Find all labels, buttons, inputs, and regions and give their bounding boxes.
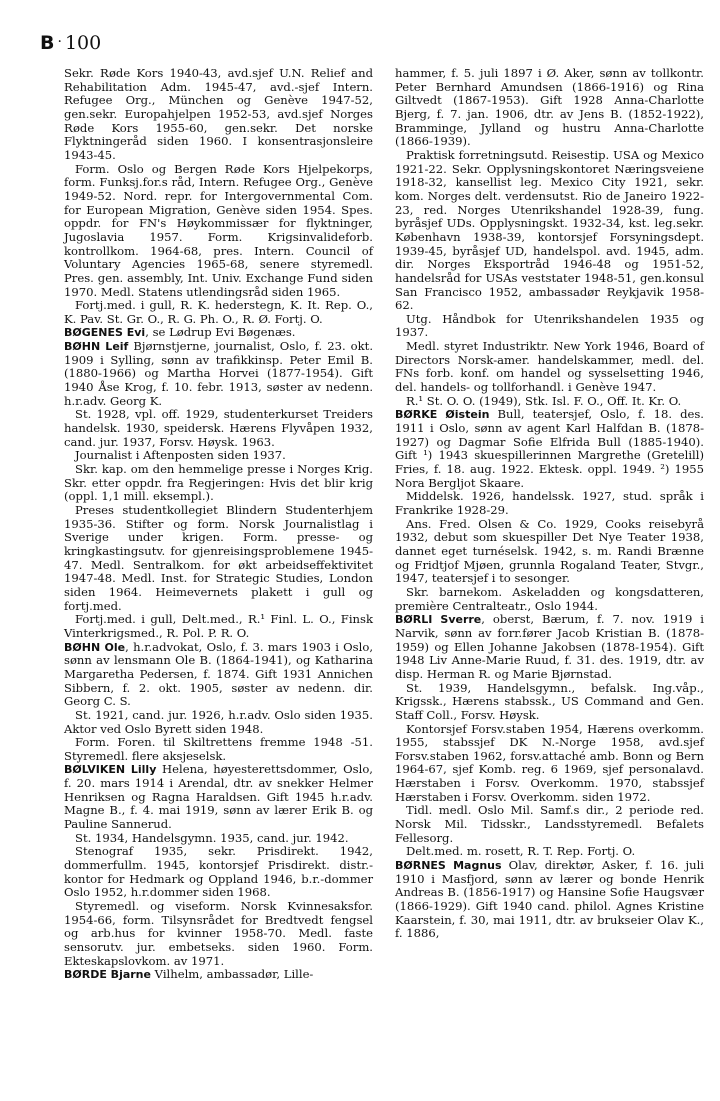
continued-paragraph: hammer, f. 5. juli 1897 i Ø. Aker, sønn av tollkontr. Peter Bernhard Amundsen (1866-1916) og Rina Giltvedt (1867-1953). Gift 1928 Anna-Charlotte Bjerg, f. 7. jan. 1906, dtr. av Jens B. (1852-1922), Bramminge, Jylland og hustru Anna-Charlotte (1866-1939). <box>395 66 704 149</box>
entry-text: Vilhelm, ambassadør, Lille- <box>150 967 314 982</box>
paragraph: St. 1928, vpl. off. 1929, studenterkurset Treiders handelsk. 1930, speidersk. Hærens Flyvåpen 1932, cand. jur. 1937, Forsv. Høysk. 1963. <box>64 407 373 449</box>
paragraph: Form. Oslo og Bergen Røde Kors Hjelpekorps, form. Funksj.for.s råd, Intern. Refugee Org., Genève 1949-52. Nord. repr. for Intergovernmental Com. for European Migration, Genève siden 1954. Spes. oppdr. for FN's Høykommissær for flyktninger, Jugoslavia 1957. Form. Krigsinvalideforb. kontrollkom. 1964-68, pres. Intern. Council of Voluntary Agencies 1965-68, senere styremedl. Pres. gen. assembly, Int. Univ. Exchange Fund siden 1970. Medl. Statens utlendingsråd siden 1965. <box>64 161 373 299</box>
entry-text: Bull, teatersjef, Oslo, f. 18. des. 1911 i Oslo, sønn av agent Karl Halfdan B. (1878-1927) og Dagmar Sofie Elfrida Bull (1885-1940). Gift ¹) 1943 skuespillerinnen Margrethe (Gretelill) Fries, f. 18. aug. 1922. Ektesk. oppl. 1949. ²) 1955 Nora Bergljot Skaare. <box>395 407 704 490</box>
paragraph: Styremedl. og viseform. Norsk Kvinnesaksfor. 1954-66, form. Tilsynsrådet for Bredtvedt fengsel og arb.hus for kvinner 1958-70. Medl. faste sensorutv. jur. embetseks. siden 1960. Form. Ekteskapslovkom. av 1971. <box>64 899 373 968</box>
paragraph: Tidl. medl. Oslo Mil. Samf.s dir., 2 periode red. Norsk Mil. Tidsskr., Landsstyremedl. Befalets Fellesorg. <box>395 803 704 845</box>
paragraph: St. 1921, cand. jur. 1926, h.r.adv. Oslo siden 1935. Aktor ved Oslo Byrett siden 1948. <box>64 707 373 736</box>
entry-name: BØRNES Magnus <box>395 859 502 873</box>
entry-text: Helena, høyesterettsdommer, Oslo, f. 20. mars 1914 i Arendal, dtr. av snekker Helmer Henriksen og Ragna Haraldsen. Gift 1945 h.r.adv. Magne B., f. 4. mai 1919, sønn av lærer Erik B. og Pauline Sannerud. <box>64 762 373 832</box>
paragraph: Delt.med. m. rosett, R. T. Rep. Fortj. O. <box>406 844 636 859</box>
entry-text: Bjørnstjerne, journalist, Oslo, f. 23. okt. 1909 i Sylling, sønn av trafikkinsp. Peter Emil B. (1880-1966) og Martha Horvei (1877-1954). Gift 1940 Åse Krog, f. 10. febr. 1913, søster av nedenn. h.r.adv. Georg K. <box>64 339 373 408</box>
biography-entry <box>64 326 373 340</box>
continued-paragraph: Sekr. Røde Kors 1940-43, avd.sjef U.N. Relief and Rehabilitation Adm. 1945-47, avd.-sjef Intern. Refugee Org., München og Genève 1947-52, gen.sekr. Europahjelpen 1952-53, avd.sjef Norges Røde Kors 1955-60, gen.sekr. Det norske Flyktningeråd siden 1960. I konsentrasjonsleire 1943-45. <box>64 66 373 162</box>
biography-entry <box>395 859 704 941</box>
paragraph: Skr. kap. om den hemmelige presse i Norges Krig. Skr. etter oppdr. fra Regjeringen: Hvis det blir krig (oppl. 1,1 mill. eksempl.). <box>64 462 373 504</box>
page-number: 100 <box>64 32 102 54</box>
entry-text: Olav, direktør, Asker, f. 16. juli 1910 i Masfjord, sønn av lærer og bonde Henrik Andreas B. (1856-1917) og Hansine Sofie Haugsvær (1866-1929). Gift 1940 cand. philol. Agnes Kristine Kaarstein, f. 30, mai 1911, dtr. av brukseier Olav K., f. 1886, <box>395 858 704 941</box>
header-separator: · <box>57 34 62 50</box>
paragraph: St. 1934, Handelsgymn. 1935, cand. jur. 1942. <box>75 830 349 845</box>
page-header <box>40 32 101 54</box>
entry-text: , se Lødrup Evi Bøgenæs. <box>145 325 296 340</box>
entry-name: BØRKE Øistein <box>395 408 490 422</box>
paragraph: Skr. barnekom. Askeladden og kongsdatteren, première Centralteatr., Oslo 1944. <box>395 584 704 613</box>
biography-entry <box>64 968 373 982</box>
right-column <box>395 67 704 941</box>
entry-name: BØGENES Evi <box>64 326 146 340</box>
paragraph: Kontorsjef Forsv.staben 1954, Hærens overkomm. 1955, stabssjef DK N.-Norge 1958, avd.sjef Forsv.staben 1962, forsv.attaché amb. Bonn og Bern 1964-67, sjef Komb. reg. 6 1969, sjef personalavd. Hærstaben i Forsv. Overkomm. 1970, stabssjef Hærstaben i Forsv. Overkomm. siden 1972. <box>395 721 704 804</box>
paragraph: Form. Foren. til Skiltrettens fremme 1948 -51. Styremedl. flere aksjeselsk. <box>64 735 373 763</box>
paragraph: Middelsk. 1926, handelssk. 1927, stud. språk i Frankrike 1928-29. <box>395 489 704 517</box>
paragraph: Stenograf 1935, sekr. Prisdirekt. 1942, dommerfullm. 1945, kontorsjef Prisdirekt. distr.-kontor for Hedmark og Oppland 1946, b.r.-dommer Oslo 1952, h.r.dommer siden 1968. <box>64 844 373 900</box>
paragraph: Fortj.med. i gull, R. K. hederstegn, K. It. Rep. O., K. Pav. St. Gr. O., R. G. Ph. O., R. Ø. Fortj. O. <box>64 298 373 326</box>
paragraph: St. 1939, Handelsgymn., befalsk. Ing.våp., Krigssk., Hærens stabssk., US Command and Gen. Staff Coll., Forsv. Høysk. <box>395 680 704 722</box>
entry-name: BØRLI Sverre <box>395 613 482 627</box>
biography-entry <box>64 763 373 831</box>
paragraph: Medl. styret Industriktr. New York 1946, Board of Directors Norsk-amer. handelskammer, medl. del. FNs forb. konf. om handel og sysselsetting 1946, del. handels- og tollforhandl. i Genève 1947. <box>395 339 704 395</box>
biography-entry <box>395 408 704 490</box>
paragraph: Journalist i Aftenposten siden 1937. <box>75 448 286 463</box>
biography-entry <box>64 641 373 709</box>
paragraph: Preses studentkollegiet Blindern Studenterhjem 1935-36. Stifter og form. Norsk Journalistlag i Sverige under krigen. Form. presse- og kringkastingsutv. for gjenreisingsproblemene 1945-47. Medl. Sentralkom. for økt arbeidseffektivitet 1947-48. Medl. Inst. for Strategic Studies, London siden 1964. Heimevernets plakett i gull og fortj.med. <box>64 503 373 613</box>
paragraph: Utg. Håndbok for Utenrikshandelen 1935 og 1937. <box>395 311 704 340</box>
entry-name: BØLVIKEN Lilly <box>64 763 157 777</box>
paragraph: Ans. Fred. Olsen & Co. 1929, Cooks reisebyrå 1932, debut som skuespiller Det Nye Teater 1938, dannet eget turnéselsk. 1942, s. m. Randi Brænne og Fridtjof Mjøen, grunnla Rogaland Teater, Stvgr., 1947, teatersjef i to sesonger. <box>395 516 704 586</box>
entry-text: , h.r.advokat, Oslo, f. 3. mars 1903 i Oslo, sønn av lensmann Ole B. (1864-1941), og Katharina Margaretha Pedersen, f. 1874. Gift 1931 Annichen Sibbern, f. 2. okt. 1905, søster av nedenn. dir. Georg C. S. <box>64 639 374 709</box>
paragraph: Praktisk forretningsutd. Reisestip. USA og Mexico 1921-22. Sekr. Opplysningskontoret Næringsveiene 1918-32, kansellist leg. Mexico City 1921, sekr. kom. Norges delt. verdensutst. Rio de Janeiro 1922-23, red. Norges Utenrikshandel 1928-39, fung. byråsjef UDs. Opplysningskt. 1932-34, kst. leg.sekr. København 1938-39, kontorsjef Forsyningsdept. 1939-45, byråsjef UD, handelspol. avd. 1945, adm. dir. Norges Eksportråd 1946-48 og 1951-52, handelsråd for USAs veststater 1948-51, gen.konsul San Francisco 1952, ambassadør Reykjavik 1958-62. <box>395 147 704 313</box>
section-letter: B <box>40 32 55 54</box>
entry-text: , oberst, Bærum, f. 7. nov. 1919 i Narvik, sønn av forr.fører Jacob Kristian B. (1878-1959) og Ellen Johanne Jakobsen (1878-1954). Gift 1948 Liv Anne-Marie Ruud, f. 31. des. 1919, dtr. av disp. Herman R. og Marie Bjørnstad. <box>395 612 704 681</box>
paragraph: R.¹ St. O. O. (1949), Stk. Isl. F. O., Off. It. Kr. O. <box>406 393 682 408</box>
entry-name: BØHN Ole <box>64 640 126 654</box>
paragraph: Fortj.med. i gull, Delt.med., R.¹ Finl. L. O., Finsk Vinterkrigsmed., R. Pol. P. R. O. <box>64 612 373 640</box>
biography-entry <box>395 613 704 681</box>
entry-name: BØHN Leif <box>64 340 129 354</box>
entry-name: BØRDE Bjarne <box>64 968 151 982</box>
left-column <box>64 67 373 982</box>
biography-entry <box>64 340 373 408</box>
